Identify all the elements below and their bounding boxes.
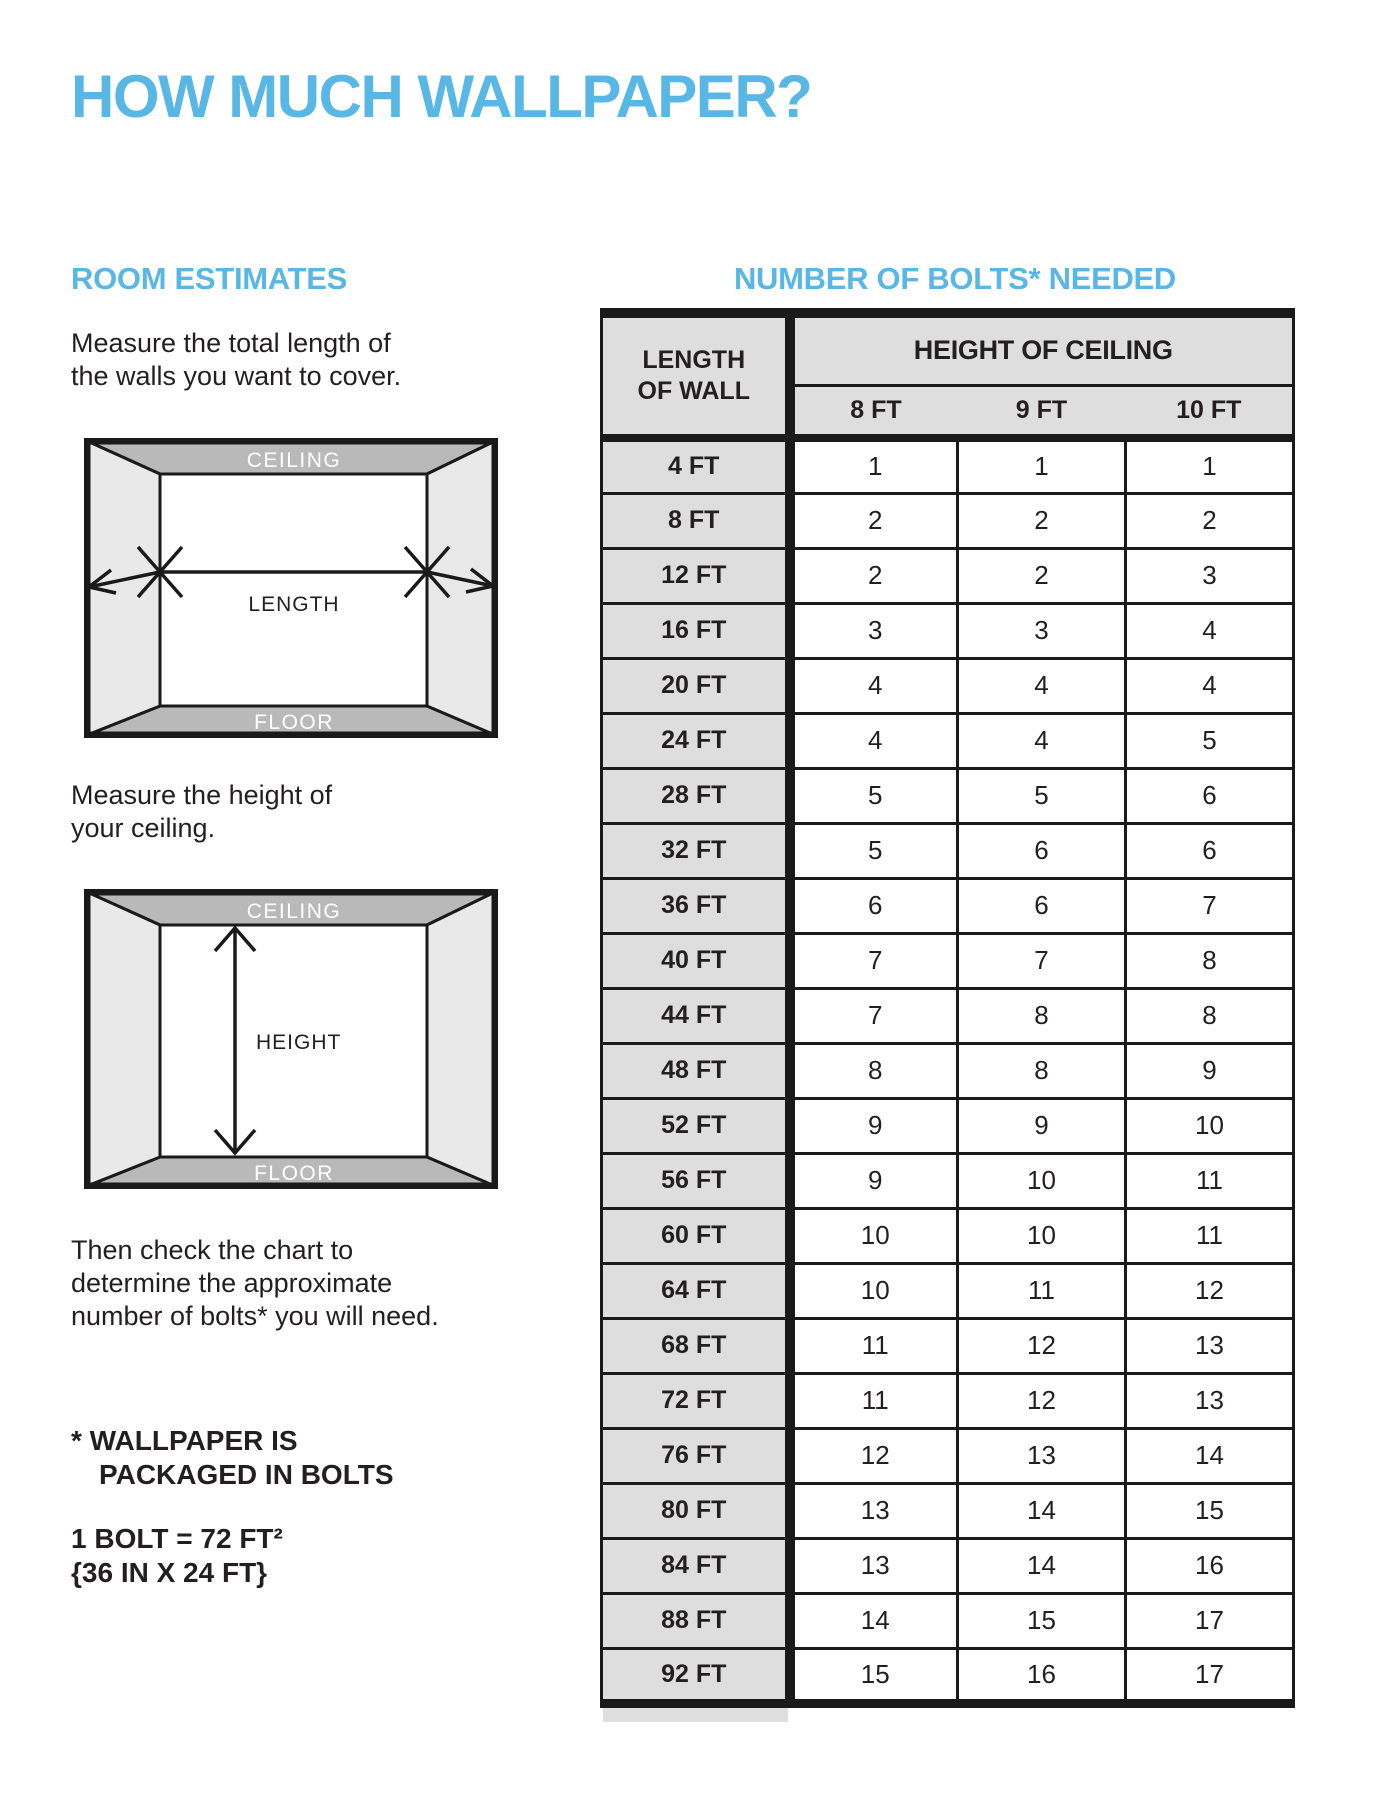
bolt-count-cell: 2: [958, 493, 1126, 548]
bolt-count-cell: 13: [790, 1538, 958, 1593]
bolt-count-cell: 14: [790, 1593, 958, 1648]
length-of-wall-header: [602, 313, 790, 438]
bolt-count-cell: 7: [790, 933, 958, 988]
bolt-count-cell: 7: [1126, 878, 1294, 933]
bolt-count-cell: 6: [958, 823, 1126, 878]
bolt-count-cell: 16: [958, 1648, 1126, 1703]
room-height-diagram: [84, 889, 498, 1189]
wall-length-label: 88 FT: [602, 1593, 790, 1648]
right-wall-surface: [427, 892, 495, 1186]
bolt-count-cell: 10: [790, 1208, 958, 1263]
floor-label: FLOOR: [254, 1162, 334, 1185]
step3-line1: Then check the chart to: [71, 1235, 354, 1265]
corner-header-line1: LENGTH: [642, 346, 746, 374]
table-row: [602, 438, 1294, 493]
bolt-count-cell: 12: [790, 1428, 958, 1483]
wall-length-label: 36 FT: [602, 878, 790, 933]
wall-length-label: 20 FT: [602, 658, 790, 713]
floor-label: FLOOR: [254, 711, 334, 734]
wall-length-label: 56 FT: [602, 1153, 790, 1208]
step3-text: [71, 1234, 439, 1333]
wall-length-label: 24 FT: [602, 713, 790, 768]
wall-length-label: 80 FT: [602, 1483, 790, 1538]
footnote-line2: PACKAGED IN BOLTS: [99, 1459, 394, 1490]
length-label: LENGTH: [248, 593, 340, 616]
bolt-count-cell: 8: [958, 988, 1126, 1043]
wall-length-label: 64 FT: [602, 1263, 790, 1318]
bolts-table: [600, 308, 1295, 1708]
wall-length-label: 16 FT: [602, 603, 790, 658]
wall-length-label: 92 FT: [602, 1648, 790, 1703]
bolt-count-cell: 10: [790, 1263, 958, 1318]
table-row: [602, 1263, 1294, 1318]
bolt-count-cell: 15: [790, 1648, 958, 1703]
left-wall-surface: [87, 892, 160, 1186]
table-row: [602, 823, 1294, 878]
bolt-count-cell: 15: [1126, 1483, 1294, 1538]
bolt-count-cell: 11: [1126, 1208, 1294, 1263]
table-row: [602, 768, 1294, 823]
step1-line1: Measure the total length of: [71, 328, 391, 358]
col-header-9ft: 9 FT: [958, 385, 1126, 438]
height-label: HEIGHT: [256, 1031, 342, 1054]
bolt-count-cell: 13: [958, 1428, 1126, 1483]
step3-line2: determine the approximate: [71, 1268, 393, 1298]
col-header-10ft: 10 FT: [1126, 385, 1294, 438]
wall-length-label: 32 FT: [602, 823, 790, 878]
table-row: [602, 548, 1294, 603]
bolt-count-cell: 2: [1126, 493, 1294, 548]
bolt-count-cell: 1: [958, 438, 1126, 493]
table-row: [602, 988, 1294, 1043]
table-row: [602, 1098, 1294, 1153]
bolt-count-cell: 11: [790, 1373, 958, 1428]
bolt-count-cell: 12: [958, 1373, 1126, 1428]
bolt-count-cell: 14: [1126, 1428, 1294, 1483]
table-row: [602, 1373, 1294, 1428]
bolt-count-cell: 13: [790, 1483, 958, 1538]
ceiling-label: CEILING: [246, 900, 342, 923]
room-height-svg: [84, 889, 498, 1189]
bolt-count-cell: 12: [958, 1318, 1126, 1373]
bolt-count-cell: 11: [790, 1318, 958, 1373]
table-row: [602, 1043, 1294, 1098]
wall-length-label: 52 FT: [602, 1098, 790, 1153]
back-wall-surface: [160, 474, 427, 706]
bolt-count-cell: 10: [1126, 1098, 1294, 1153]
bolt-count-cell: 5: [1126, 713, 1294, 768]
wall-length-label: 48 FT: [602, 1043, 790, 1098]
bolt-count-cell: 2: [958, 548, 1126, 603]
bolt-count-cell: 14: [958, 1483, 1126, 1538]
bolt-count-cell: 13: [1126, 1318, 1294, 1373]
wall-length-label: 72 FT: [602, 1373, 790, 1428]
bolts-footnote: [71, 1424, 394, 1492]
bolt-count-cell: 9: [790, 1098, 958, 1153]
col-header-8ft: 8 FT: [790, 385, 958, 438]
bolt-count-cell: 1: [1126, 438, 1294, 493]
table-row: [602, 1208, 1294, 1263]
bolt-count-cell: 9: [958, 1098, 1126, 1153]
wall-length-label: 40 FT: [602, 933, 790, 988]
page-title: HOW MUCH WALLPAPER?: [71, 63, 812, 130]
bolt-count-cell: 17: [1126, 1593, 1294, 1648]
bolt-count-cell: 4: [790, 713, 958, 768]
bolt-count-cell: 5: [958, 768, 1126, 823]
step2-line2: your ceiling.: [71, 813, 216, 843]
wall-length-label: 28 FT: [602, 768, 790, 823]
table-row: [602, 1593, 1294, 1648]
bolt-count-cell: 3: [958, 603, 1126, 658]
bolt-count-cell: 9: [790, 1153, 958, 1208]
wall-length-label: 8 FT: [602, 493, 790, 548]
step2-text: [71, 779, 332, 845]
bolt-count-cell: 4: [1126, 603, 1294, 658]
table-header: [602, 313, 1294, 438]
footnote-line1: * WALLPAPER IS: [71, 1425, 298, 1456]
table-row: [602, 493, 1294, 548]
bolt-count-cell: 6: [790, 878, 958, 933]
wall-length-label: 60 FT: [602, 1208, 790, 1263]
bolt-count-cell: 2: [790, 548, 958, 603]
bolt-count-cell: 2: [790, 493, 958, 548]
table-row: [602, 1318, 1294, 1373]
bolt-count-cell: 7: [958, 933, 1126, 988]
table-row: [602, 713, 1294, 768]
bolt-count-cell: 8: [958, 1043, 1126, 1098]
bolt-count-cell: 6: [1126, 823, 1294, 878]
ceiling-label: CEILING: [246, 449, 342, 472]
bolt-size-info: [71, 1522, 283, 1590]
table-row: [602, 603, 1294, 658]
room-length-svg: [84, 438, 498, 738]
bolt-count-cell: 15: [958, 1593, 1126, 1648]
table-row: [602, 1428, 1294, 1483]
table-row: [602, 933, 1294, 988]
room-estimates-heading: ROOM ESTIMATES: [71, 261, 347, 296]
table-row: [602, 1483, 1294, 1538]
bolt-count-cell: 5: [790, 823, 958, 878]
wall-length-label: 12 FT: [602, 548, 790, 603]
bolt-count-cell: 8: [790, 1043, 958, 1098]
bolt-count-cell: 11: [958, 1263, 1126, 1318]
wall-length-label: 4 FT: [602, 438, 790, 493]
bolt-count-cell: 12: [1126, 1263, 1294, 1318]
bolt-count-cell: 13: [1126, 1373, 1294, 1428]
bolt-dimensions: {36 IN X 24 FT}: [71, 1557, 268, 1588]
bolt-count-cell: 9: [1126, 1043, 1294, 1098]
table-row: [602, 1648, 1294, 1703]
bolt-count-cell: 4: [790, 658, 958, 713]
height-of-ceiling-header: HEIGHT OF CEILING: [790, 313, 1294, 385]
step3-line3: number of bolts* you will need.: [71, 1301, 439, 1331]
table-footer-tab: [603, 1708, 788, 1722]
bolt-equals: 1 BOLT = 72 FT²: [71, 1523, 283, 1554]
bolt-count-cell: 6: [1126, 768, 1294, 823]
bolt-count-cell: 3: [1126, 548, 1294, 603]
wall-length-label: 76 FT: [602, 1428, 790, 1483]
bolt-count-cell: 16: [1126, 1538, 1294, 1593]
bolt-count-cell: 17: [1126, 1648, 1294, 1703]
bolts-needed-table: [600, 308, 1295, 1708]
wall-length-label: 68 FT: [602, 1318, 790, 1373]
bolt-count-cell: 3: [790, 603, 958, 658]
bolt-count-cell: 7: [790, 988, 958, 1043]
table-row: [602, 658, 1294, 713]
step1-text: [71, 327, 401, 393]
bolt-count-cell: 5: [790, 768, 958, 823]
bolt-count-cell: 4: [1126, 658, 1294, 713]
room-length-diagram: [84, 438, 498, 738]
step2-line1: Measure the height of: [71, 780, 333, 810]
bolt-count-cell: 10: [958, 1153, 1126, 1208]
bolt-count-cell: 8: [1126, 988, 1294, 1043]
wall-length-label: 84 FT: [602, 1538, 790, 1593]
wall-length-label: 44 FT: [602, 988, 790, 1043]
bolt-count-cell: 1: [790, 438, 958, 493]
bolt-count-cell: 6: [958, 878, 1126, 933]
bolts-needed-heading: NUMBER OF BOLTS* NEEDED: [733, 261, 1177, 296]
bolt-count-cell: 4: [958, 713, 1126, 768]
table-row: [602, 878, 1294, 933]
bolt-count-cell: 4: [958, 658, 1126, 713]
bolt-count-cell: 10: [958, 1208, 1126, 1263]
corner-header-line2: OF WALL: [637, 377, 750, 405]
table-row: [602, 1538, 1294, 1593]
table-row: [602, 1153, 1294, 1208]
bolts-table-body: [602, 438, 1294, 1703]
group-header-row: [602, 313, 1294, 385]
step1-line2: the walls you want to cover.: [71, 361, 402, 391]
bolt-count-cell: 11: [1126, 1153, 1294, 1208]
bolt-count-cell: 8: [1126, 933, 1294, 988]
bolt-count-cell: 14: [958, 1538, 1126, 1593]
